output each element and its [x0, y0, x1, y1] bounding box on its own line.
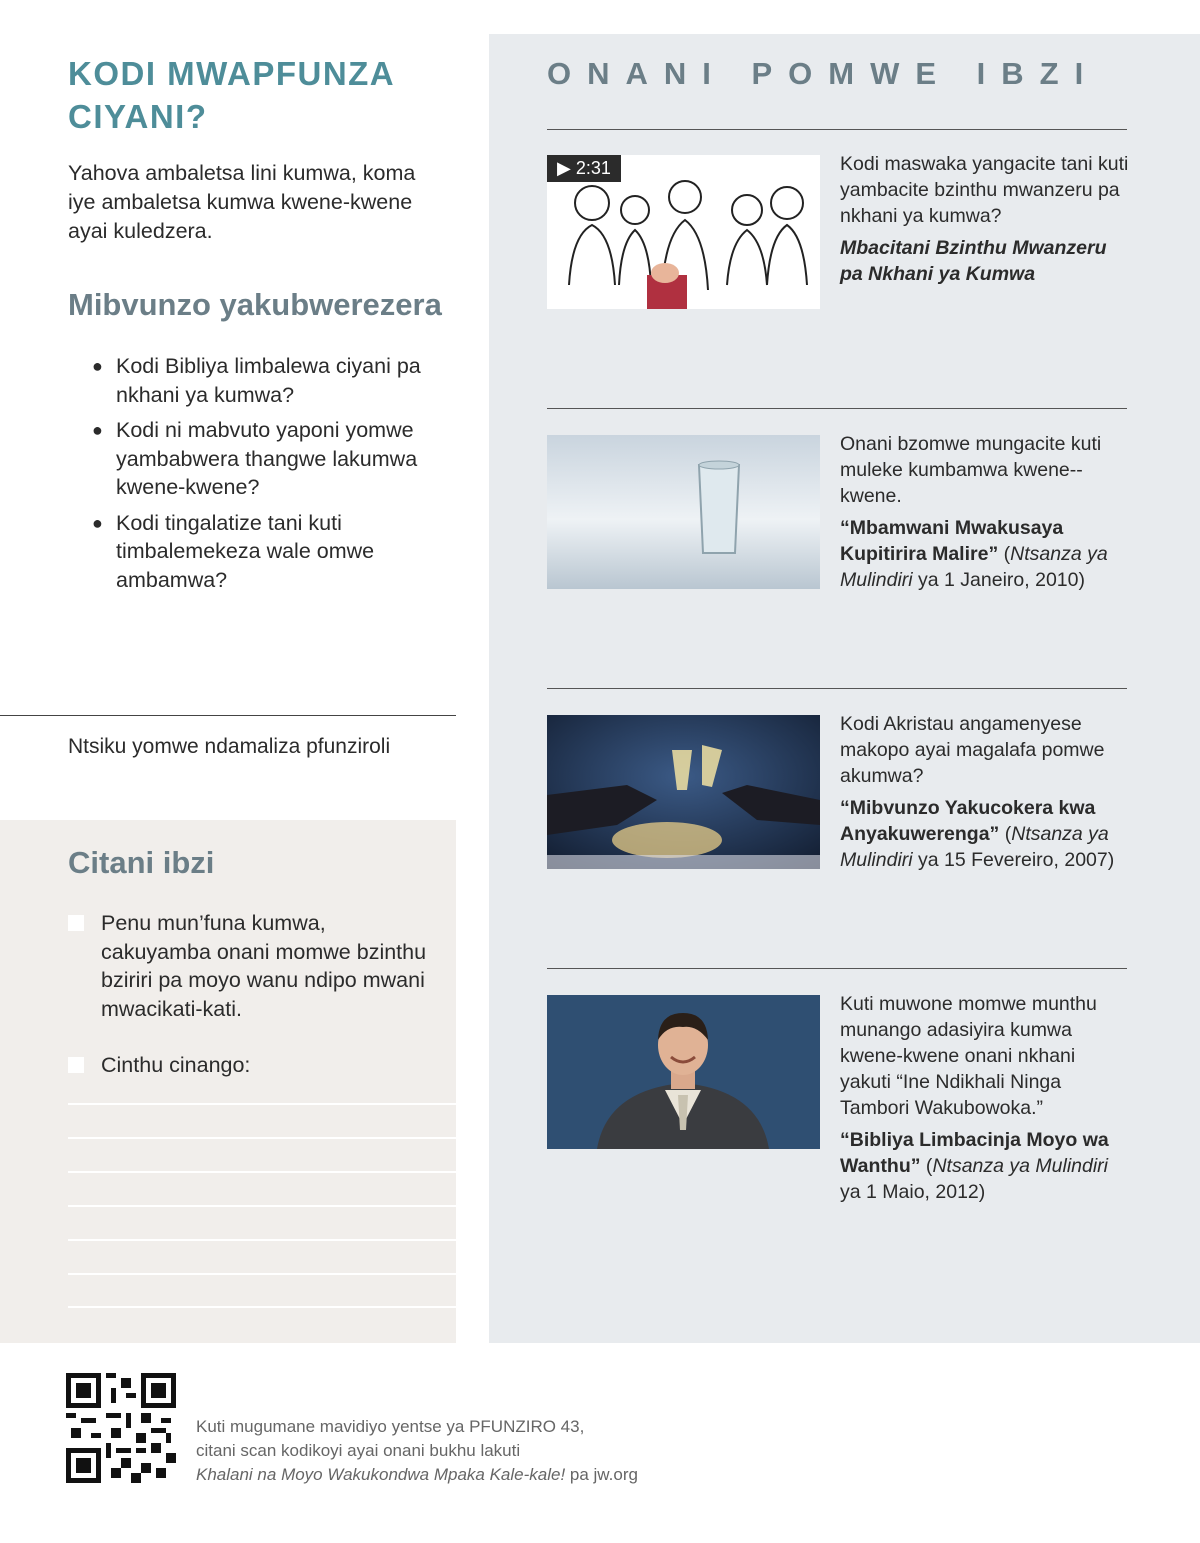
write-line[interactable]: [68, 1239, 456, 1241]
man-portrait-photo: [547, 995, 820, 1149]
bullet-icon: ●: [92, 356, 103, 376]
divider: [547, 688, 1127, 689]
qr-code-icon[interactable]: [66, 1373, 176, 1483]
review-panel: [0, 820, 456, 1343]
explore-item-text: Kodi Akristau angamenyese makopo ayai magalafa pomwe akumwa? “Mibvunzo Yakucokera kwa Anyakuwerenga” (Ntsanza ya Mulindiri ya 15 Fevereiro, 2007): [840, 713, 1115, 871]
review-title: Citani ibzi: [68, 845, 215, 880]
video-duration-badge: ▶ 2:31: [547, 155, 621, 182]
bullet-icon: ●: [92, 512, 103, 533]
list-item: ● Kodi tingalatize tani kuti timbalemekeza wale omwe ambamwa?: [92, 510, 375, 592]
review-questions-title: Mibvunzo yakubwerezera: [68, 287, 442, 322]
article-link[interactable]: “Bibliya Limbacinja Moyo wa Wanthu”: [840, 1129, 1109, 1177]
divider: [0, 715, 456, 716]
video-link[interactable]: Mbacitani Bzinthu Mwanzeru pa Nkhani ya Kumwa: [840, 237, 1107, 285]
explore-item-text: Onani bzomwe mungacite kuti muleke kumbamwa kwene--kwene. “Mbamwani Mwakusaya Kupitirira Malire” (Ntsanza ya Mulindiri ya 1 Janeiro, 2010): [840, 433, 1108, 591]
checkbox-icon[interactable]: [68, 915, 84, 931]
write-line[interactable]: [68, 1306, 456, 1308]
task-item[interactable]: Penu mun’funa kumwa, cakuyamba onani momwe bzinthu bziriri pa moyo wanu ndipo mwani mwacikati-kati.: [68, 909, 438, 1023]
glass-icon: [547, 435, 820, 589]
list-item: ● Kodi ni mabvuto yaponi yomwe yambabwera thangwe lakumwa kwene-kwene?: [92, 418, 418, 499]
review-questions-list: [92, 352, 452, 601]
bullet-icon: ●: [92, 420, 103, 440]
article-link[interactable]: “Mbamwani Mwakusaya Kupitirira Malire”: [840, 517, 1064, 565]
write-line[interactable]: [68, 1171, 456, 1173]
explore-title: ONANI POMWE IBZI: [547, 56, 1100, 91]
divider: [547, 408, 1127, 409]
date-finished-label: Ntsiku yomwe ndamaliza pfunziroli: [68, 735, 391, 758]
champagne-toast-icon: [547, 715, 820, 869]
man-portrait-icon: [547, 995, 820, 1149]
divider: [547, 129, 1127, 130]
list-item: ● Kodi Bibliya limbalewa ciyani pa nkhani ya kumwa?: [92, 354, 421, 407]
write-line[interactable]: [68, 1137, 456, 1139]
write-line[interactable]: [68, 1103, 456, 1105]
glass-photo: [547, 435, 820, 589]
task-item[interactable]: Cinthu cinango:: [68, 1051, 438, 1080]
article-link[interactable]: “Mibvunzo Yakucokera kwa Anyakuwerenga”: [840, 797, 1096, 845]
write-line[interactable]: [68, 1273, 456, 1275]
explore-item-text: Kuti muwone momwe munthu munango adasiyira kumwa kwene-kwene onani nkhani yakuti “Ine Ndikhali Ninga Tambori Wakubowoka.” “Bibliya Limbacinja Moyo wa Wanthu” (Ntsanza ya Mulindiri ya 1 Maio, 2012): [840, 993, 1109, 1203]
footer-note: Kuti mugumane mavidiyo yentse ya PFUNZIRO 43, citani scan kodikoyi ayai onani bukhu lakuti Khalani na Moyo Wakukondwa Mpaka Kale-kale! pa jw.org: [196, 1417, 638, 1484]
write-line[interactable]: [68, 1205, 456, 1207]
lesson-title: KODI MWAPFUNZA CIYANI?: [68, 55, 394, 135]
toast-photo: [547, 715, 820, 869]
lesson-summary: Yahova ambaletsa lini kumwa, koma iye ambaletsa kumwa kwene-kwene ayai kuledzera.: [68, 161, 416, 243]
book-link[interactable]: Khalani na Moyo Wakukondwa Mpaka Kale-kale!: [196, 1465, 566, 1484]
explore-item-text: Kodi maswaka yangacite tani kuti yambacite bzinthu mwanzeru pa nkhani ya kumwa? Mbacitani Bzinthu Mwanzeru pa Nkhani ya Kumwa: [840, 153, 1129, 285]
checkbox-icon[interactable]: [68, 1057, 84, 1073]
divider: [547, 968, 1127, 969]
